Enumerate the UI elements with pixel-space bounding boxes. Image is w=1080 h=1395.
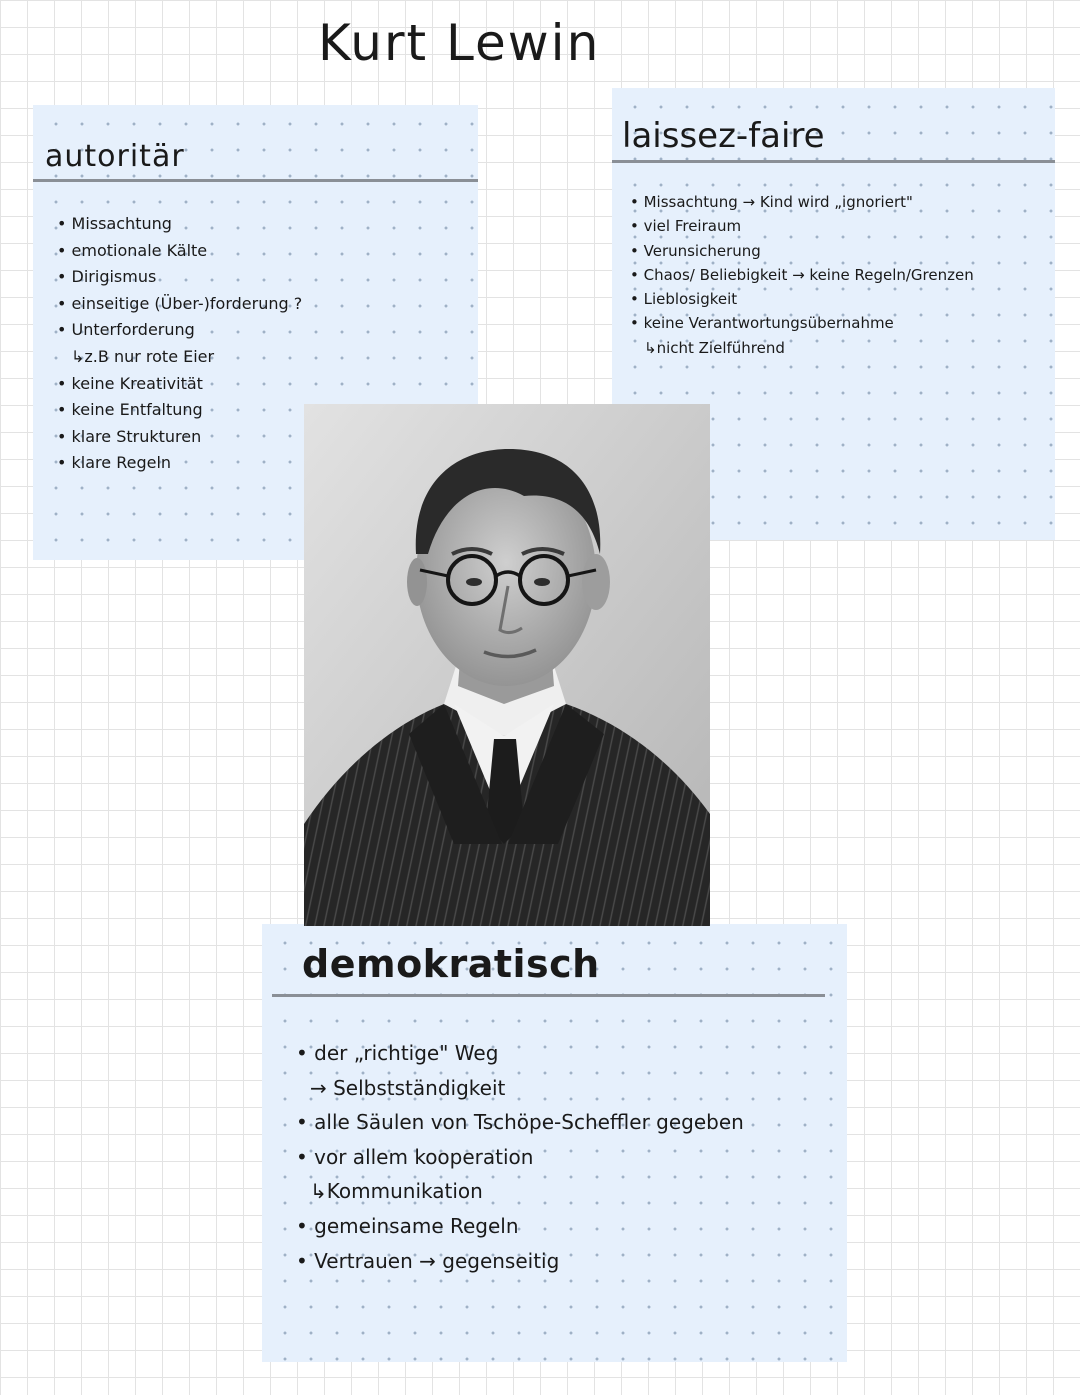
portrait-photo-icon <box>304 404 710 926</box>
list-item: • klare Strukturen <box>57 426 202 446</box>
list-item: • keine Entfaltung <box>57 400 203 420</box>
demokratisch-list <box>296 1036 744 1278</box>
list-item: • emotionale Kälte <box>57 240 208 260</box>
heading-divider <box>272 994 825 997</box>
list-item: • der „richtige" Weg <box>296 1041 499 1065</box>
list-item: • keine Kreativität <box>57 373 203 393</box>
list-item: • Chaos/ Beliebigkeit → keine Regeln/Grenzen <box>630 265 974 284</box>
list-subitem: ↳ nicht Zielführend <box>630 336 974 360</box>
demokratisch-note-box <box>262 924 847 1362</box>
list-item: • keine Verantwortungsübernahme <box>630 314 894 333</box>
list-item: • klare Regeln <box>57 453 172 473</box>
list-item: • gemeinsame Regeln <box>296 1213 519 1238</box>
list-subitem: ↳ Kommunikation <box>296 1174 744 1209</box>
autoritaer-heading: autoritär <box>45 139 185 174</box>
laissez-faire-list <box>630 190 974 360</box>
heading-divider <box>33 179 478 182</box>
laissez-faire-heading: laissez-faire <box>622 116 825 156</box>
list-item: • Unterforderung <box>57 320 195 340</box>
list-item: • Vertrauen → gegenseitig <box>296 1248 560 1273</box>
list-item: • alle Säulen von Tschöpe-Scheffler gegeben <box>296 1110 744 1135</box>
list-item: • Missachtung <box>57 214 172 233</box>
autoritaer-list <box>57 211 302 477</box>
list-item: • viel Freiraum <box>630 217 742 236</box>
heading-divider <box>612 160 1055 163</box>
list-subitem: → Selbstständigkeit <box>310 1075 506 1100</box>
list-item: • vor allem kooperation <box>296 1144 534 1169</box>
list-item: • Verunsicherung <box>630 241 761 260</box>
list-item: • Dirigismus <box>57 267 157 287</box>
list-item: • Lieblosigkeit <box>630 290 738 309</box>
list-subitem: ↳ z.B nur rote Eier <box>57 344 302 371</box>
page-title: Kurt Lewin <box>318 14 601 72</box>
list-item: • Missachtung → Kind wird „ignoriert" <box>630 193 913 211</box>
list-item: • einseitige (Über-)forderung ? <box>57 293 303 313</box>
demokratisch-heading: demokratisch <box>302 942 600 986</box>
